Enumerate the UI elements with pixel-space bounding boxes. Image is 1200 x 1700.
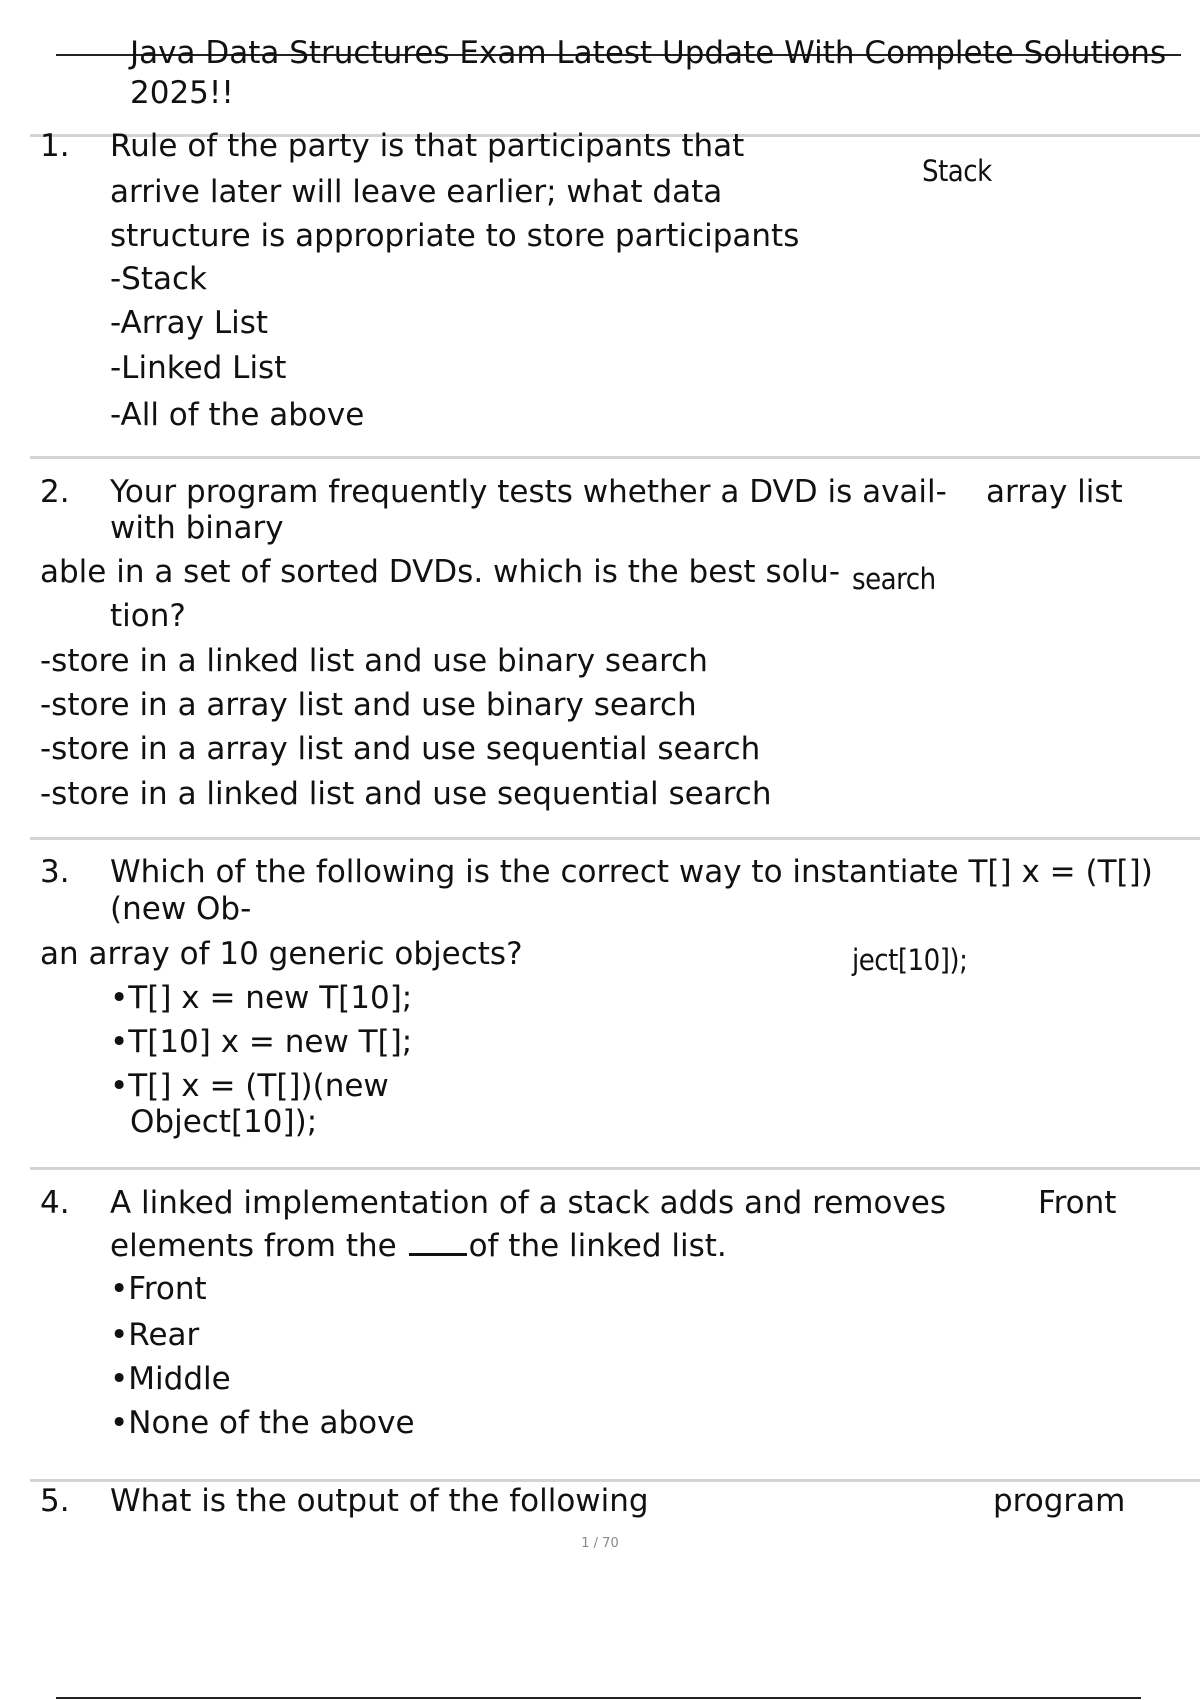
question-3-answer-part: (new Ob-	[110, 891, 252, 927]
question-3-option-text: T[10] x = new T[];	[128, 1024, 413, 1060]
question-1-text-line: arrive later will leave earlier; what data	[110, 174, 723, 210]
bullet-icon: •	[110, 1317, 129, 1353]
fill-in-blank	[409, 1227, 467, 1256]
question-4-option-text: None of the above	[128, 1405, 415, 1441]
question-1-option: -Linked List	[110, 350, 287, 386]
question-4-option-text: Middle	[128, 1361, 231, 1397]
question-4-option	[110, 1317, 199, 1353]
question-4-option-text: Rear	[128, 1317, 200, 1353]
question-separator	[30, 837, 1200, 840]
question-1-option: -All of the above	[110, 397, 365, 433]
question-5-number: 5.	[40, 1483, 70, 1519]
bottom-rule	[56, 1697, 1141, 1699]
question-2-text-line: Your program frequently tests whether a DVD is avail-	[110, 474, 947, 510]
question-4-option-text: Front	[128, 1271, 207, 1307]
question-3-answer-part: ject[10]);	[852, 943, 968, 977]
question-3-option-continuation: Object[10]);	[130, 1104, 318, 1140]
question-5-text-line: What is the output of the following	[110, 1483, 649, 1519]
bullet-icon: •	[110, 1361, 129, 1397]
question-1-text-line: structure is appropriate to store participants	[110, 218, 800, 254]
page-title-line-2: 2025!!	[130, 75, 234, 111]
question-4-text-line	[110, 1227, 727, 1264]
question-3-number: 3.	[40, 854, 70, 890]
question-4-option	[110, 1271, 207, 1307]
page-title-line-1: Java Data Structures Exam Latest Update With Complete Solutions	[130, 35, 1167, 71]
question-2-answer-part: array list	[986, 474, 1123, 510]
question-3-option-text: T[] x = new T[10];	[128, 980, 413, 1016]
page-indicator: 1 / 70	[581, 1536, 619, 1551]
question-4-answer: Front	[1038, 1185, 1117, 1221]
question-3-option	[110, 1024, 412, 1060]
question-1-text-line: Rule of the party is that participants that	[110, 128, 745, 164]
question-4-number: 4.	[40, 1185, 70, 1221]
question-2-option: -store in a array list and use binary search	[40, 687, 697, 723]
question-4-text-line: A linked implementation of a stack adds and removes	[110, 1185, 947, 1221]
bullet-icon: •	[110, 1271, 129, 1307]
question-1-answer: Stack	[922, 154, 992, 188]
question-2-number: 2.	[40, 474, 70, 510]
bullet-icon: •	[110, 1024, 129, 1060]
question-separator	[30, 1167, 1200, 1170]
question-3-text-line: an array of 10 generic objects?	[40, 936, 523, 972]
question-3-option	[110, 980, 412, 1016]
question-separator	[30, 1479, 1200, 1482]
bullet-icon: •	[110, 1068, 129, 1104]
question-2-answer-part: with binary	[110, 510, 284, 546]
bullet-icon: •	[110, 1405, 129, 1441]
question-separator	[30, 456, 1200, 459]
question-3-option	[110, 1068, 389, 1104]
question-3-text-line: Which of the following is the correct way to instantiate T[] x = (T[])	[110, 854, 1153, 890]
question-2-option: -store in a linked list and use sequential search	[40, 776, 772, 812]
question-1-option: -Stack	[110, 261, 208, 297]
question-4-text-post: of the linked list.	[468, 1228, 727, 1264]
bullet-icon: •	[110, 980, 129, 1016]
question-2-option: -store in a linked list and use binary search	[40, 643, 708, 679]
question-1-number: 1.	[40, 128, 70, 164]
question-2-option: -store in a array list and use sequential search	[40, 731, 761, 767]
question-1-option: -Array List	[110, 305, 269, 341]
question-4-option	[110, 1405, 415, 1441]
question-4-text-pre: elements from the	[110, 1228, 397, 1264]
question-4-option	[110, 1361, 231, 1397]
question-2-text-line: able in a set of sorted DVDs. which is the best solu-	[40, 554, 841, 590]
question-3-option-text: T[] x = (T[])(new	[128, 1068, 389, 1104]
question-2-answer-part: search	[852, 562, 936, 596]
question-2-text-line: tion?	[110, 598, 186, 634]
question-5-text-tail: program	[993, 1483, 1126, 1519]
